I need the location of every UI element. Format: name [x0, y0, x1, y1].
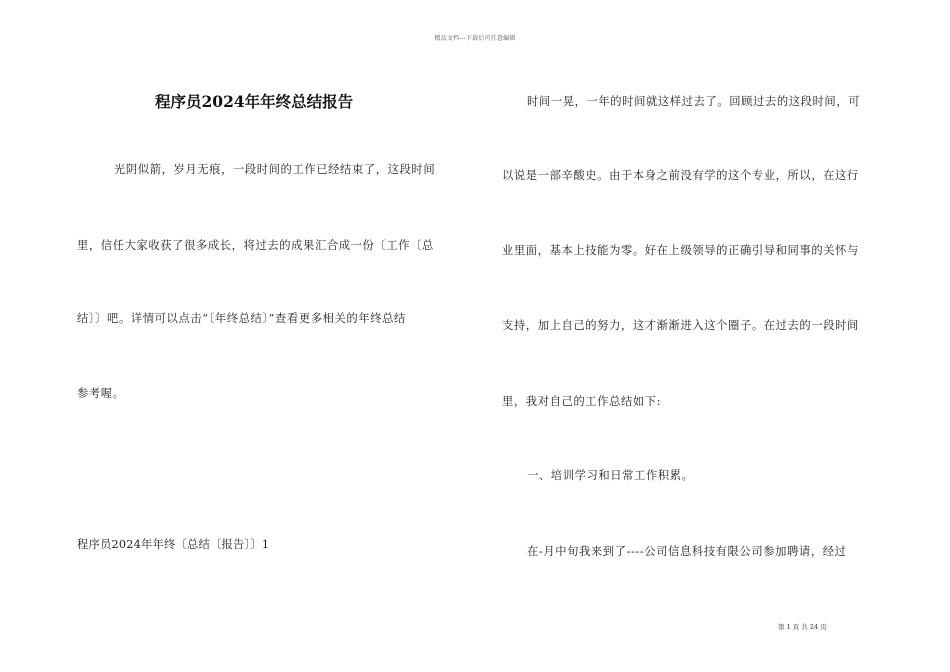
left-paragraph-line-4: 参考喔。 — [77, 387, 125, 400]
right-paragraph-line-4: 支持，加上自己的努力，这才渐渐进入这个圈子。在过去的一段时间 — [502, 319, 859, 332]
right-paragraph-line-5: 里，我对自己的工作总结如下: — [502, 395, 662, 408]
page-number: 第 1 页 共 24 页 — [778, 623, 827, 631]
right-paragraph-line-3: 业里面，基本上技能为零。好在上级领导的正确引导和同事的关怀与 — [502, 244, 859, 257]
right-paragraph-line-1: 时间一晃，一年的时间就这样过去了。回顾过去的这段时间，可 — [527, 95, 861, 108]
document-title: 程序员2024年年终总结报告 — [155, 92, 354, 111]
section-heading: 一、培训学习和日常工作积累。 — [527, 469, 694, 482]
header-note: 精品文档---下载后可任意编辑 — [434, 35, 516, 42]
right-paragraph-line-2: 以说是一部辛酸史。由于本身之前没有学的这个专业，所以，在这行 — [502, 169, 859, 182]
left-footer-line: 程序员2024年年终〔总结〔报告〕〕1 — [77, 538, 270, 551]
left-paragraph-line-1: 光阴似箭，岁月无痕，一段时间的工作已经结束了，这段时间 — [114, 163, 436, 176]
right-paragraph-line-6: 在-月中旬我来到了----公司信息科技有限公司参加聘请，经过 — [527, 545, 847, 558]
left-paragraph-line-2: 里，信任大家收获了很多成长，将过去的成果汇合成一份〔工作〔总 — [77, 239, 434, 252]
left-paragraph-line-3: 结〕〕吧。详情可以点击“〔年终总结〕”查看更多相关的年终总结 — [77, 312, 406, 325]
